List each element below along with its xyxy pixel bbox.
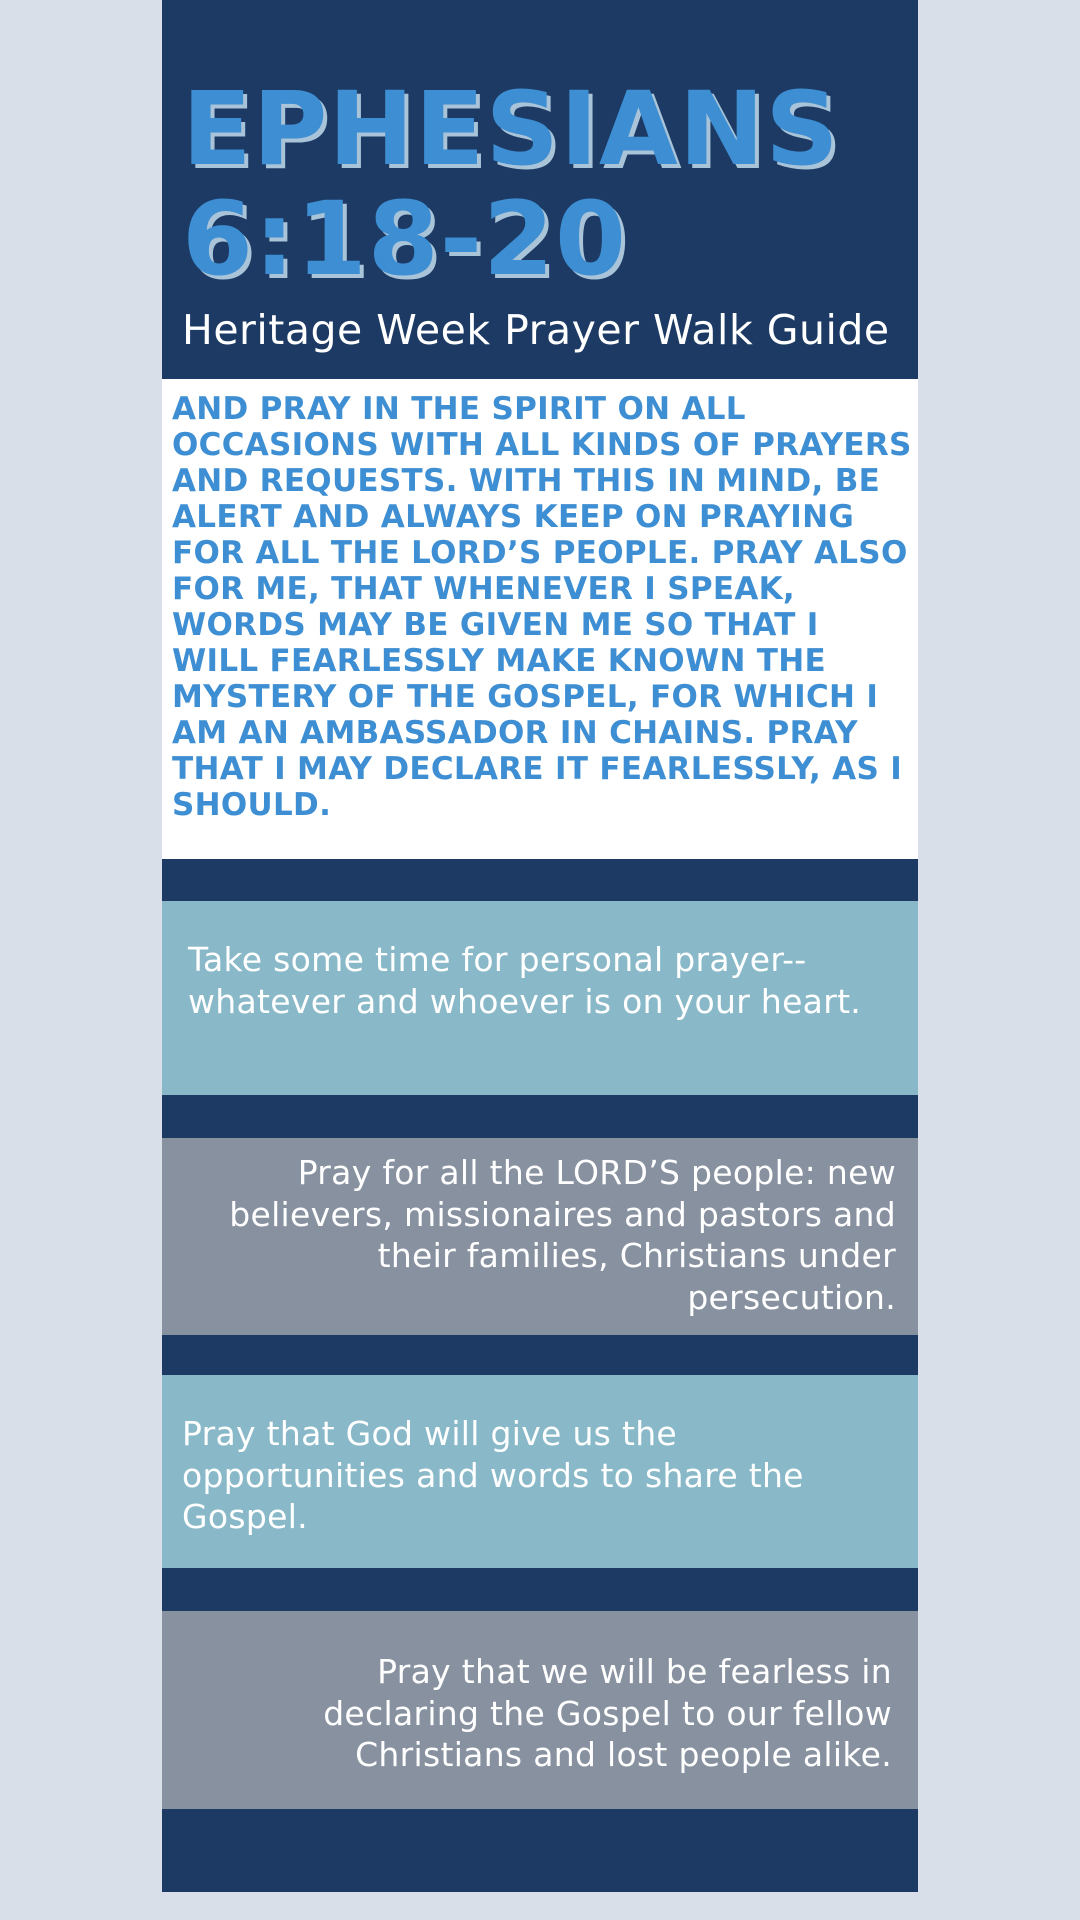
prayer-guide-panel [162,0,918,1892]
title-line-book: EPHESIANS [182,70,840,189]
prayer-card-text: Pray that God will give us the opportunities and words to share the Gospel. [182,1414,804,1536]
verse-box [162,379,918,859]
prayer-card-text: Pray that we will be fearless in declaring the Gospel to our fellow Christians and lost people alike. [323,1652,892,1774]
prayer-card-text: Pray for all the LORD’S people: new believers, missionaires and pastors and their families, Christians under persecution. [229,1153,896,1317]
prayer-card-lords-people [162,1138,918,1335]
verse-text: AND PRAY IN THE SPIRIT ON ALL OCCASIONS WITH ALL KINDS OF PRAYERS AND REQUESTS. WITH THIS IN MIND, BE ALERT AND ALWAYS KEEP ON PRAYING FOR ALL THE LORD’S PEOPLE. PRAY ALSO FOR ME, THAT WHENEVER I SPEAK, WORDS MAY BE GIVEN ME SO THAT I WILL FEARLESSLY MAKE KNOWN THE MYSTERY OF THE GOSPEL, FOR WHICH I AM AN AMBASSADOR IN CHAINS. PRAY THAT I MAY DECLARE IT FEARLESSLY, AS I SHOULD. [172,391,912,823]
title-line-reference: 6:18-20 [182,180,627,299]
prayer-card-text: Take some time for personal prayer--whatever and whoever is on your heart. [188,940,862,1021]
prayer-card-personal [162,901,918,1095]
page-title [182,70,840,299]
prayer-card-fearless [162,1611,918,1809]
subtitle: Heritage Week Prayer Walk Guide [182,306,890,354]
prayer-card-opportunities [162,1375,918,1568]
